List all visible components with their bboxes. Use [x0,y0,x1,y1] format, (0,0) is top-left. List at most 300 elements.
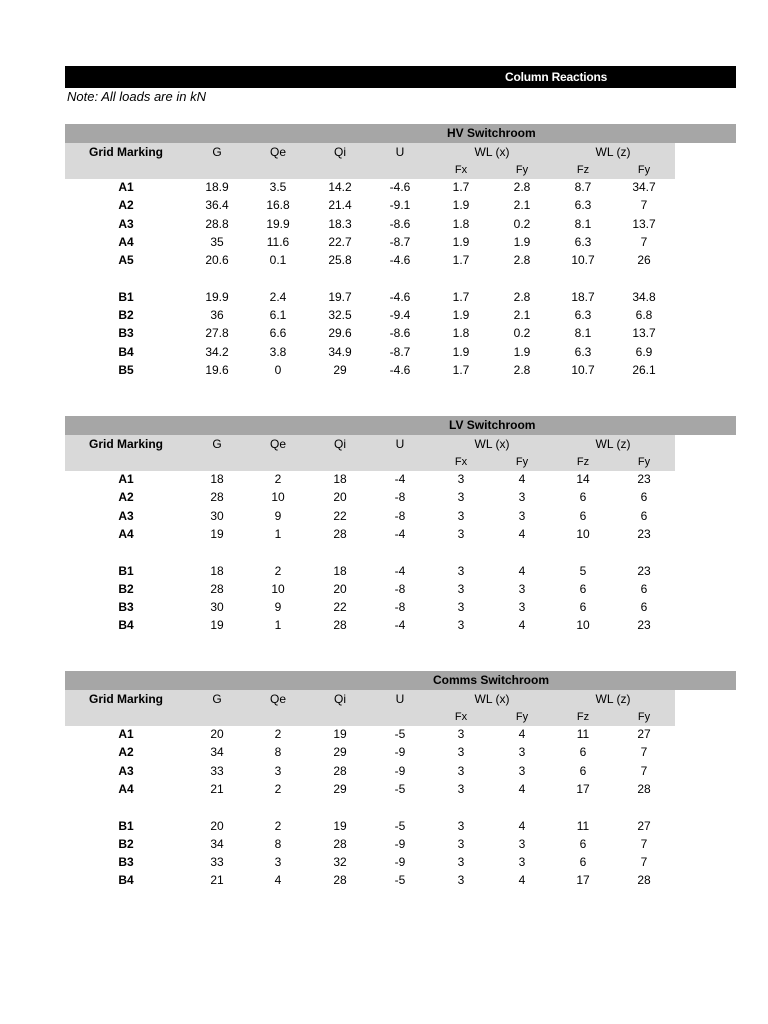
value-cell: 0.2 [513,216,531,231]
value-cell: 23 [637,563,651,578]
table-row [65,762,736,780]
value-cell: -4 [394,526,406,541]
table-row [65,616,736,634]
value-cell: 3 [457,836,465,851]
table-row [65,507,736,525]
table-row [65,853,736,871]
value-cell: 34.9 [328,344,352,359]
section-header [65,416,736,435]
value-cell: 6 [579,763,587,778]
page-title-bar [65,66,736,88]
value-cell: 1.8 [452,216,470,231]
grid-marking-cell: A4 [118,781,134,796]
section-header [65,124,736,143]
table-row [65,871,736,889]
column-header-fz: Fz [576,456,590,468]
value-cell: 6.3 [574,198,592,213]
value-cell: 20 [333,490,347,505]
value-cell: -4 [394,472,406,486]
column-header-wl-z: WL (z) [595,437,631,451]
value-cell: -4.6 [389,363,411,377]
table-row [65,324,736,342]
table-row [65,470,736,488]
value-cell: 3 [457,490,465,505]
value-cell: 7 [640,745,648,760]
column-header-fx: Fx [454,164,468,176]
value-cell: 1.9 [452,344,470,359]
value-cell: 18 [333,472,347,486]
column-header-u: U [395,692,405,706]
value-cell: 2 [274,472,282,486]
column-header-grid-marking: Grid Marking [88,145,164,159]
value-cell: 33 [210,855,224,870]
value-cell: 34 [210,836,224,851]
value-cell: 20.6 [205,253,229,268]
table-row [65,288,736,306]
value-cell: 1.9 [452,308,470,323]
value-cell: 35 [210,234,224,249]
value-cell: 3 [457,508,465,523]
value-cell: 10 [271,490,285,505]
section-title: Comms Switchroom [433,673,550,687]
value-cell: 10.7 [571,253,595,268]
grid-marking-cell: A4 [118,234,134,249]
column-header-fy-z: Fy [637,456,651,468]
column-header-grid-marking: Grid Marking [88,692,164,706]
value-cell: 27 [637,727,651,741]
value-cell: 32 [333,855,347,870]
value-cell: 3 [457,818,465,833]
column-header [65,435,675,471]
value-cell: 6 [579,508,587,523]
column-header-fz: Fz [576,164,590,176]
value-cell: 28 [637,781,651,796]
value-cell: 6 [579,600,587,615]
grid-marking-cell: A2 [118,490,134,505]
value-cell: 6 [640,508,648,523]
grid-marking-cell: B4 [118,873,134,888]
table-row [65,743,736,761]
value-cell: 0.1 [269,253,287,268]
value-cell: 3 [457,855,465,870]
section-title: HV Switchroom [447,126,536,140]
grid-marking-cell: A2 [118,198,134,213]
value-cell: 21 [210,873,224,888]
table-row [65,178,736,196]
value-cell: 28 [333,618,347,633]
value-cell: 3 [518,855,526,870]
value-cell: 1.9 [513,344,531,359]
value-cell: 36 [210,308,224,323]
value-cell: 27.8 [205,326,229,341]
value-cell: 19 [333,818,347,833]
table-row [65,817,736,835]
value-cell: 14 [576,472,590,486]
column-header-g: G [212,145,222,159]
column-header-fy-x: Fy [515,456,529,468]
grid-marking-cell: B3 [118,855,134,870]
grid-marking-cell: B1 [118,563,134,578]
value-cell: 18.9 [205,180,229,194]
value-cell: 6.3 [574,234,592,249]
value-cell: 4 [518,873,526,888]
value-cell: 29.6 [328,326,352,341]
column-header-g: G [212,437,222,451]
value-cell: 6 [640,600,648,615]
value-cell: 3 [457,618,465,633]
value-cell: 20 [210,818,224,833]
value-cell: 2 [274,727,282,741]
column-header-u: U [395,145,405,159]
value-cell: 3.5 [269,180,287,194]
value-cell: 18 [210,472,224,486]
units-note: Note: All loads are in kN [67,89,206,104]
value-cell: -8.7 [389,344,411,359]
value-cell: -8 [394,581,406,596]
value-cell: 1.9 [452,234,470,249]
value-cell: 6 [579,581,587,596]
column-header-qi: Qi [334,692,346,706]
value-cell: 28 [637,873,651,888]
value-cell: 9 [274,508,282,523]
value-cell: 3 [518,836,526,851]
value-cell: 6.6 [269,326,287,341]
value-cell: 34 [210,745,224,760]
value-cell: 3 [518,763,526,778]
value-cell: 4 [518,563,526,578]
value-cell: -5 [394,727,406,741]
value-cell: 10 [576,526,590,541]
grid-marking-cell: B2 [118,836,134,851]
value-cell: 7 [640,234,648,249]
value-cell: -8 [394,508,406,523]
value-cell: 29 [333,745,347,760]
value-cell: 28 [210,490,224,505]
value-cell: 11 [576,727,590,741]
value-cell: 23 [637,472,651,486]
grid-marking-cell: A3 [118,216,134,231]
value-cell: 1.7 [452,180,470,194]
value-cell: 28 [210,581,224,596]
value-cell: -5 [394,781,406,796]
grid-marking-cell: A5 [118,253,134,268]
grid-marking-cell: B3 [118,600,134,615]
table-row [65,562,736,580]
table-row [65,488,736,506]
value-cell: -8.7 [389,234,411,249]
value-cell: 1.7 [452,253,470,268]
column-header-fy-x: Fy [515,164,529,176]
value-cell: -8.6 [389,216,411,231]
value-cell: 4 [518,472,526,486]
value-cell: 10.7 [571,363,595,377]
value-cell: 4 [518,818,526,833]
value-cell: -9.4 [389,308,411,323]
value-cell: -8 [394,490,406,505]
value-cell: 21.4 [328,198,352,213]
value-cell: 23 [637,618,651,633]
section-title: LV Switchroom [449,418,536,432]
value-cell: 28 [333,763,347,778]
value-cell: 2.4 [269,289,287,304]
value-cell: 20 [210,727,224,741]
value-cell: 3 [274,855,282,870]
value-cell: 1 [274,618,282,633]
column-header-wl-x: WL (x) [474,437,510,451]
grid-marking-cell: B2 [118,308,134,323]
value-cell: 8.7 [574,180,592,194]
value-cell: -4 [394,563,406,578]
column-header [65,143,675,179]
grid-marking-cell: B3 [118,326,134,341]
grid-marking-cell: B2 [118,581,134,596]
value-cell: 2.8 [513,180,531,194]
value-cell: 2.8 [513,363,531,377]
value-cell: 22 [333,600,347,615]
value-cell: 3 [457,563,465,578]
value-cell: 1.7 [452,289,470,304]
value-cell: 7 [640,198,648,213]
value-cell: 0 [274,363,282,377]
value-cell: 2.1 [513,308,531,323]
value-cell: 29 [333,781,347,796]
value-cell: 2 [274,818,282,833]
table-row [65,780,736,798]
column-header-wl-x: WL (x) [474,145,510,159]
column-header-qi: Qi [334,437,346,451]
column-header-g: G [212,692,222,706]
value-cell: 6.3 [574,308,592,323]
value-cell: 28 [333,836,347,851]
column-header-fy-z: Fy [637,164,651,176]
column-header-fy-x: Fy [515,711,529,723]
value-cell: 8 [274,745,282,760]
value-cell: 16.8 [266,198,290,213]
value-cell: 23 [637,526,651,541]
value-cell: 26 [637,253,651,268]
value-cell: 1.7 [452,363,470,377]
value-cell: 3 [457,781,465,796]
column-header-qe: Qe [269,692,287,706]
value-cell: 2.1 [513,198,531,213]
value-cell: 7 [640,855,648,870]
value-cell: 6.3 [574,344,592,359]
value-cell: -9 [394,745,406,760]
value-cell: 18 [210,563,224,578]
column-header-qe: Qe [269,145,287,159]
value-cell: 13.7 [632,216,656,231]
section-header [65,671,736,690]
table-row [65,196,736,214]
value-cell: -8 [394,600,406,615]
value-cell: 3 [518,600,526,615]
value-cell: 14.2 [328,180,352,194]
column-header-wl-z: WL (z) [595,145,631,159]
value-cell: 3 [457,526,465,541]
table-row [65,306,736,324]
grid-marking-cell: A1 [118,472,134,486]
value-cell: 8 [274,836,282,851]
value-cell: 2 [274,781,282,796]
value-cell: 3 [457,472,465,486]
value-cell: 4 [274,873,282,888]
table-row [65,233,736,251]
table-row [65,251,736,269]
grid-marking-cell: A2 [118,745,134,760]
value-cell: 3 [457,727,465,741]
grid-marking-cell: B4 [118,618,134,633]
value-cell: 1 [274,526,282,541]
value-cell: 2 [274,563,282,578]
column-header-wl-x: WL (x) [474,692,510,706]
value-cell: 27 [637,818,651,833]
value-cell: -4.6 [389,180,411,194]
value-cell: 18.7 [571,289,595,304]
value-cell: 33 [210,763,224,778]
value-cell: 0.2 [513,326,531,341]
value-cell: 4 [518,618,526,633]
value-cell: 3 [274,763,282,778]
value-cell: 6.8 [635,308,653,323]
value-cell: 17 [576,873,590,888]
value-cell: 32.5 [328,308,352,323]
value-cell: 30 [210,600,224,615]
value-cell: 8.1 [574,216,592,231]
grid-marking-cell: B4 [118,344,134,359]
value-cell: 19.6 [205,363,229,377]
value-cell: 13.7 [632,326,656,341]
value-cell: 2.8 [513,253,531,268]
value-cell: 20 [333,581,347,596]
value-cell: -4.6 [389,253,411,268]
value-cell: 19.9 [266,216,290,231]
table-row [65,215,736,233]
grid-marking-cell: B1 [118,289,134,304]
value-cell: 28.8 [205,216,229,231]
value-cell: 6 [640,490,648,505]
value-cell: -4.6 [389,289,411,304]
value-cell: 4 [518,526,526,541]
value-cell: 2.8 [513,289,531,304]
value-cell: 18 [333,563,347,578]
value-cell: 26.1 [632,363,656,377]
value-cell: 5 [579,563,587,578]
value-cell: 3.8 [269,344,287,359]
value-cell: 3 [457,600,465,615]
value-cell: 19 [333,727,347,741]
table-row [65,725,736,743]
value-cell: -9 [394,763,406,778]
value-cell: 9 [274,600,282,615]
grid-marking-cell: A1 [118,727,134,741]
column-header-grid-marking: Grid Marking [88,437,164,451]
value-cell: 28 [333,873,347,888]
column-header-wl-z: WL (z) [595,692,631,706]
value-cell: 4 [518,727,526,741]
value-cell: 3 [518,490,526,505]
column-header-fz: Fz [576,711,590,723]
value-cell: 36.4 [205,198,229,213]
grid-marking-cell: A4 [118,526,134,541]
grid-marking-cell: A3 [118,763,134,778]
value-cell: -4 [394,618,406,633]
grid-marking-cell: A3 [118,508,134,523]
value-cell: 6.1 [269,308,287,323]
value-cell: 3 [518,745,526,760]
value-cell: 34.2 [205,344,229,359]
value-cell: 3 [457,745,465,760]
value-cell: 6 [579,745,587,760]
value-cell: 1.9 [452,198,470,213]
table-row [65,361,736,379]
value-cell: 21 [210,781,224,796]
value-cell: -9.1 [389,198,411,213]
value-cell: -9 [394,855,406,870]
value-cell: 6.9 [635,344,653,359]
value-cell: 6 [579,490,587,505]
value-cell: 19.9 [205,289,229,304]
value-cell: -5 [394,873,406,888]
value-cell: 19.7 [328,289,352,304]
value-cell: 3 [457,763,465,778]
value-cell: 6 [579,836,587,851]
column-header-qi: Qi [334,145,346,159]
value-cell: 19 [210,618,224,633]
value-cell: 19 [210,526,224,541]
value-cell: 3 [518,508,526,523]
column-header-fy-z: Fy [637,711,651,723]
value-cell: 3 [518,581,526,596]
value-cell: 8.1 [574,326,592,341]
value-cell: 34.8 [632,289,656,304]
table-row [65,835,736,853]
value-cell: 1.8 [452,326,470,341]
value-cell: 3 [457,873,465,888]
value-cell: 30 [210,508,224,523]
value-cell: 17 [576,781,590,796]
value-cell: 1.9 [513,234,531,249]
value-cell: -5 [394,818,406,833]
column-header-fx: Fx [454,711,468,723]
value-cell: 11 [576,818,590,833]
page-title: Column Reactions [505,70,608,84]
column-header-qe: Qe [269,437,287,451]
value-cell: 3 [457,581,465,596]
value-cell: 10 [271,581,285,596]
table-row [65,525,736,543]
value-cell: 18.3 [328,216,352,231]
value-cell: 6 [640,581,648,596]
column-header-fx: Fx [454,456,468,468]
value-cell: 4 [518,781,526,796]
column-header-u: U [395,437,405,451]
table-row [65,580,736,598]
value-cell: 22 [333,508,347,523]
value-cell: 22.7 [328,234,352,249]
table-row [65,598,736,616]
value-cell: 6 [579,855,587,870]
column-header [65,690,675,726]
grid-marking-cell: B1 [118,818,134,833]
value-cell: 7 [640,836,648,851]
grid-marking-cell: A1 [118,180,134,194]
value-cell: 25.8 [328,253,352,268]
grid-marking-cell: B5 [118,363,134,377]
value-cell: 34.7 [632,180,656,194]
value-cell: -9 [394,836,406,851]
value-cell: 7 [640,763,648,778]
value-cell: 11.6 [266,234,290,249]
